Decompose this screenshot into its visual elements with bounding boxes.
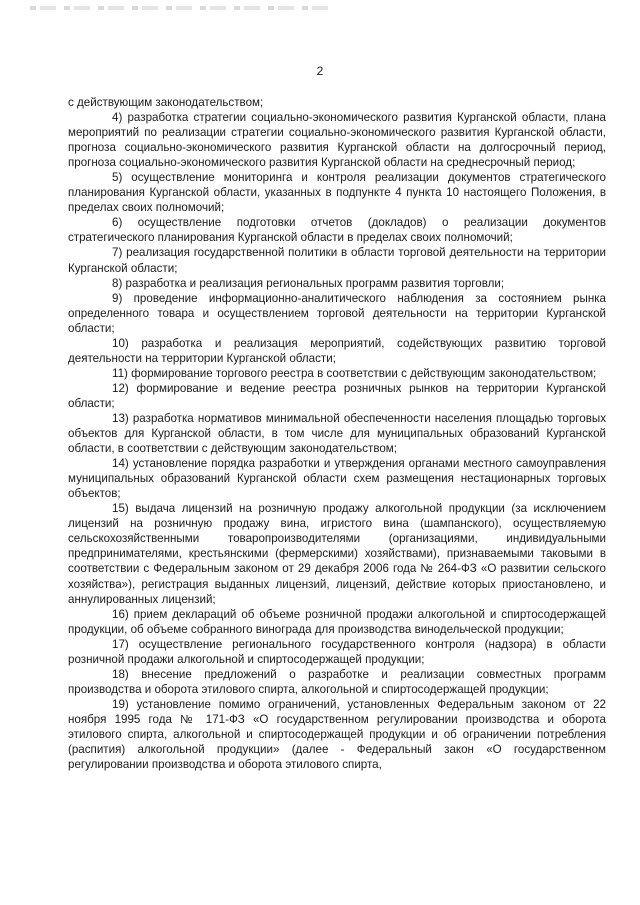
- paragraph: 12) формирование и ведение реестра розничных рынков на территории Курганской области;: [68, 381, 606, 410]
- paragraph: 18) внесение предложений о разработке и реализации совместных программ производства и оборота этилового спирта, алкогольной и спиртосодержащей продукции;: [68, 667, 606, 696]
- paragraph: 11) формирование торгового реестра в соответствии с действующим законодательством;: [112, 366, 597, 380]
- paragraph: 4) разработка стратегии социально-экономического развития Курганской области, плана мероприятий по реализации стратегии социально-экономического развития Курганской области, прогноза социально-экономического развития Курганской области на долгосрочный период, прогноза социально-экономического развития Курганской области на среднесрочный период;: [68, 111, 606, 170]
- paragraph: 13) разработка нормативов минимальной обеспеченности населения площадью торговых объектов для Курганской области, в том числе для муниципальных образований Курганской области, в соответствии с действующим законодательством;: [68, 411, 606, 456]
- paragraph: 15) выдача лицензий на розничную продажу алкогольной продукции (за исключением лицензий на розничную продажу вина, игристого вина (шампанского), осуществляемую сельскохозяйственными товаропроизводителями (организациями, индивидуальными предпринимателями, крестьянскими (фермерскими) хозяйствами), признаваемыми таковыми в соответствии с Федеральным законом от 29 декабря 2006 года № 264-ФЗ «О развитии сельского хозяйства»), регистрация выданных лицензий, лицензий, действие которых приостановлено, и аннулированных лицензий;: [68, 502, 606, 606]
- paragraph: 9) проведение информационно-аналитического наблюдения за состоянием рынка определенного товара и осуществлением торговой деятельности на территории Курганской области;: [68, 291, 606, 335]
- paragraph: 8) разработка и реализация региональных программ развития торговли;: [112, 276, 505, 290]
- paragraph: 6) осуществление подготовки отчетов (докладов) о реализации документов стратегического планирования Курганской области в пределах своих полномочий;: [68, 216, 606, 245]
- document-body: [68, 95, 606, 772]
- paragraph: 19) установление помимо ограничений, установленных Федеральным законом от 22 ноября 1995 года № 171-ФЗ «О государственном регулировании производства и оборота этилового спирта, алкогольной и спиртосодержащей продукции и об ограничении потребления (распития) алкогольной продукции» (далее - Федеральный закон «О государственном регулировании производства и оборота этилового спирта,: [68, 697, 606, 772]
- paragraph: 17) осуществление регионального государственного контроля (надзора) в области розничной продажи алкогольной и спиртосодержащей продукции;: [68, 637, 606, 666]
- page-number: 2: [316, 64, 324, 78]
- paragraph: с действующим законодательством;: [68, 96, 264, 109]
- paragraph: 16) прием деклараций об объеме розничной продажи алкогольной и спиртосодержащей продукции, об объеме собранного винограда для производства винодельческой продукции;: [68, 607, 606, 636]
- paragraph: 7) реализация государственной политики в области торговой деятельности на территории Курганской области;: [68, 246, 606, 275]
- paragraph: 5) осуществление мониторинга и контроля реализации документов стратегического планирования Курганской области, указанных в подпункте 4 пункта 10 настоящего Положения, в пределах своих полномочий;: [68, 171, 606, 215]
- scan-artifact: [30, 6, 330, 10]
- paragraph: 10) разработка и реализация мероприятий, содействующих развитию торговой деятельности на территории Курганской области;: [68, 336, 606, 365]
- paragraph: 14) установление порядка разработки и утверждения органами местного самоуправления муниципальных образований Курганской области схем размещения нестационарных торговых объектов;: [68, 457, 606, 501]
